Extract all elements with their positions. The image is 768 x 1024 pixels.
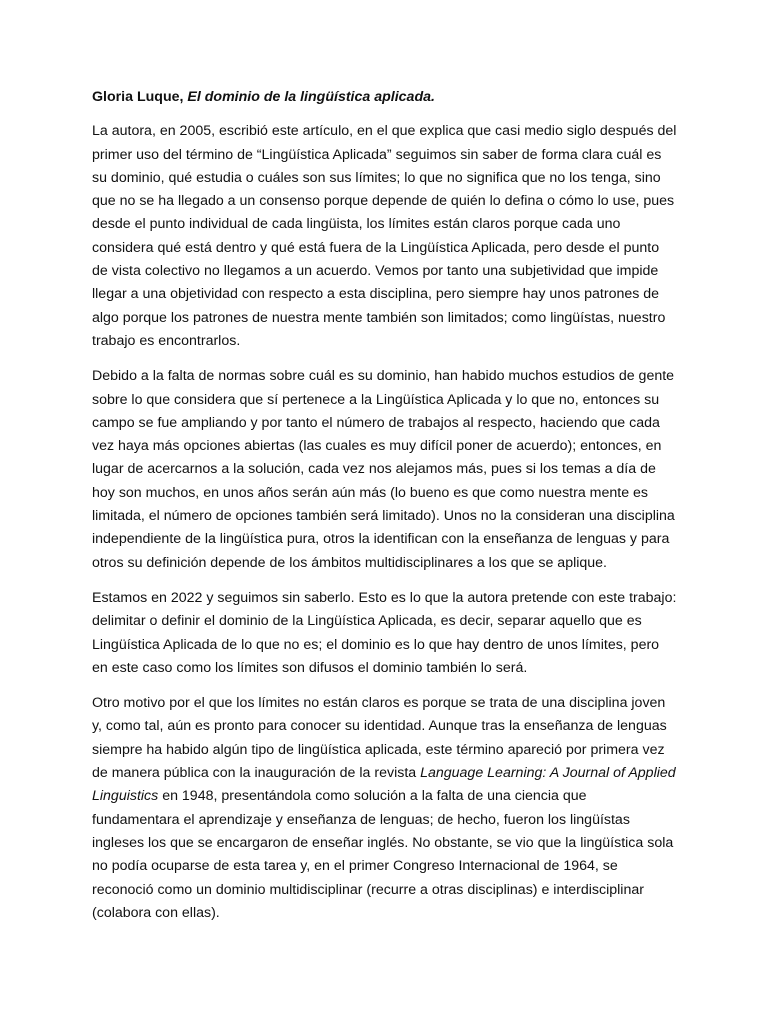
document-page [92,86,677,937]
paragraph-1: La autora, en 2005, escribió este artículo, en el que explica que casi medio siglo después del primer uso del término de “Lingüística Aplicada” seguimos sin saber de forma clara cuál es su dominio, qué estudia o cuáles son sus límites; lo que no significa que no los tenga, sino que no se ha llegado a un consenso porque depende de quién lo defina o cómo lo use, pues desde el punto individual de cada lingüista, los límites están claros porque cada uno considera qué está dentro y qué está fuera de la Lingüística Aplicada, pero desde el punto de vista colectivo no llegamos a un acuerdo. Vemos por tanto una subjetividad que impide llegar a una objetividad con respecto a esta disciplina, pero siempre hay unos patrones de algo porque los patrones de nuestra mente también son limitados; como lingüístas, nuestro trabajo es encontrarlos. [92,123,677,349]
article-title: El dominio de la lingüística aplicada. [187,89,435,105]
journal-title: Language Learning: A Journal of Applied Linguistics [92,765,676,805]
paragraph-3: Estamos en 2022 y seguimos sin saberlo. Esto es lo que la autora pretende con este trabajo: delimitar o definir el dominio de la Lingüística Aplicada, es decir, separar aquello que es Lingüística Aplicada de lo que no es; el dominio es lo que hay dentro de unos límites, pero en este caso como los límites son difusos el dominio también lo será. [92,589,677,676]
paragraph-2: Debido a la falta de normas sobre cuál es su dominio, han habido muchos estudios de gente sobre lo que considera que sí pertenece a la Lingüística Aplicada y lo que no, entonces su campo se fue ampliando y por tanto el número de trabajos al respecto, haciendo que cada vez haya más opciones abiertas (las cuales es muy difícil poner de acuerdo); entonces, en lugar de acercarnos a la solución, cada vez nos alejamos más, pues si los temas a día de hoy son muchos, en unos años serán aún más (lo bueno es que como nuestra mente es limitada, el número de opciones también será limitado). Unos no la consideran una disciplina independiente de la lingüística pura, otros la identifican con la enseñanza de lenguas y para otros su definición depende de los ámbitos multidisciplinares a los que se aplique. [92,368,675,571]
author-name: Gloria Luque, [92,89,184,105]
paragraph-4 [92,692,677,925]
paragraph-4-text-end: en 1948, presentándola como solución a la falta de una ciencia que fundamentara el aprendizaje y enseñanza de lenguas; de hecho, fueron los lingüístas ingleses los que se encargaron de enseñar inglés. No obstante, se vio que la lingüística sola no podía ocuparse de esta tarea y, en el primer Congreso Internacional de 1964, se reconoció como un dominio multidisciplinar (recurre a otras disciplinas) e interdisciplinar (colabora con ellas). [92,788,674,921]
document-heading [92,86,677,109]
paragraph-4-text-start: Otro motivo por el que los límites no están claros es porque se trata de una disciplina joven y, como tal, aún es pronto para conocer su identidad. Aunque tras la enseñanza de lenguas siempre ha habido algún tipo de lingüística aplicada, este término apareció por primera vez de manera pública con la inauguración de la revista [92,695,667,782]
